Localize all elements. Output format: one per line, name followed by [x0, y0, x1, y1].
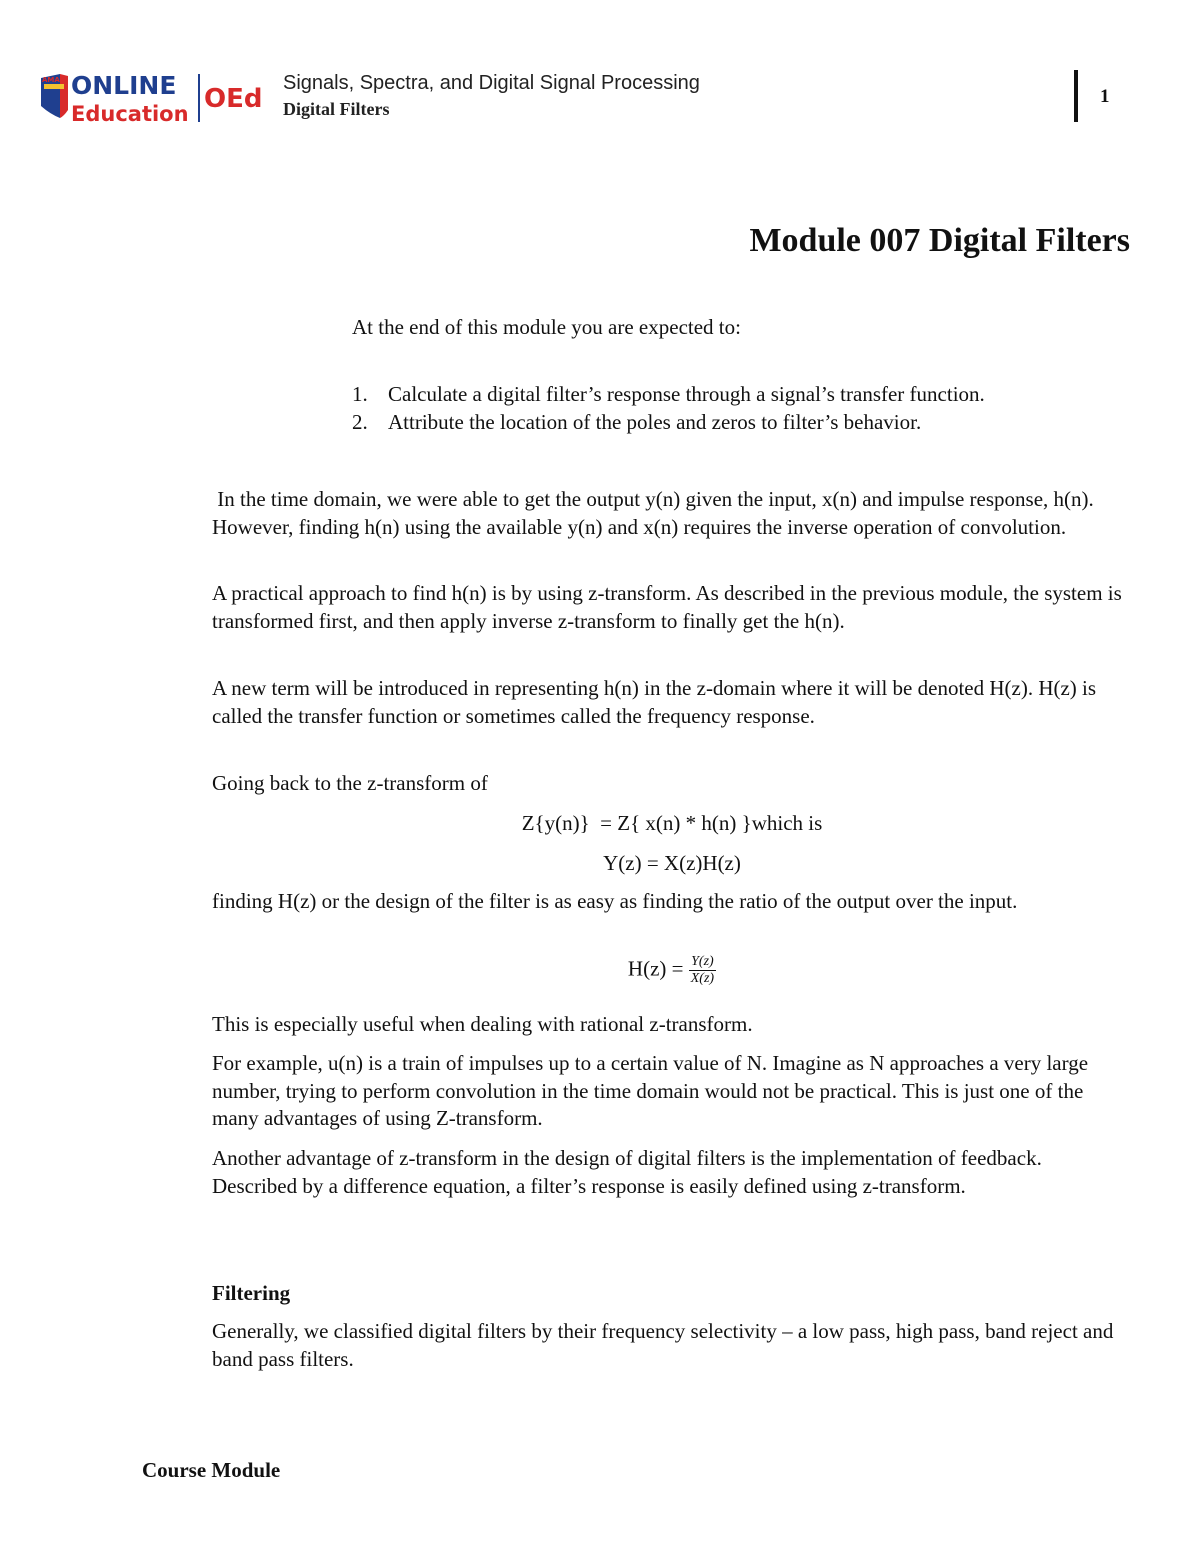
module-title: Module 007 Digital Filters [749, 222, 1130, 259]
paragraph-going-back: Going back to the z-transform of [212, 771, 488, 795]
objective-item: 2. Attribute the location of the poles and zeros to filter’s behavior. [352, 409, 922, 434]
fraction [689, 954, 716, 987]
paragraph-transfer-function: A new term will be introduced in representing h(n) in the z-domain where it will be denoted H(z). H(z) is called the transfer function or sometimes called the frequency response. [212, 676, 1097, 728]
objectives-list [352, 381, 985, 436]
logo-word-education: Education [71, 102, 189, 126]
header-course-title: Signals, Spectra, and Digital Signal Processing [283, 72, 700, 94]
objective-item: 1. Calculate a digital filter’s response through a signal’s transfer function. [352, 382, 985, 406]
paragraph-classification: Generally, we classified digital filters by their frequency selectivity – a low pass, high pass, band reject and band pass filters. [212, 1319, 1114, 1371]
objectives-intro: At the end of this module you are expected to: [352, 315, 741, 339]
fraction-numerator: Y(z) [689, 954, 716, 971]
equation-ratio [212, 954, 1132, 987]
fraction-denominator: X(z) [690, 971, 715, 986]
equation-convolution: Z{y(n)} = Z{ x(n) * h(n) }which is [521, 811, 823, 835]
page-number: 1 [1100, 86, 1110, 107]
paragraph-rational: This is especially useful when dealing with rational z-transform. [212, 1012, 753, 1036]
footer-course-module: Course Module [142, 1458, 281, 1482]
online-education-logo [38, 70, 270, 126]
logo-word-online: ONLINE [71, 71, 177, 100]
equation-product: Y(z) = X(z)H(z) [603, 851, 741, 875]
logo-word-oed: OEd [204, 84, 263, 114]
equation-ratio-lhs: H(z) = [627, 956, 689, 981]
paragraph-practical-approach: A practical approach to find h(n) is by using z-transform. As described in the previous module, the system is transformed first, and then apply inverse z-transform to finally get the h(n). [212, 581, 1122, 633]
paragraph-time-domain: In the time domain, we were able to get the output y(n) given the input, x(n) and impulse response, h(n). However, finding h(n) using the available y(n) and x(n) requires the inverse operation of convolution. [212, 487, 1100, 539]
paragraph-feedback: Another advantage of z-transform in the design of digital filters is the implementation of feedback. Described by a difference equation, a filter’s response is easily defined using z-transform. [212, 1146, 1042, 1198]
section-heading-filtering: Filtering [212, 1281, 291, 1305]
header-divider [1074, 70, 1078, 122]
paragraph-example: For example, u(n) is a train of impulses up to a certain value of N. Imagine as N approaches a very large number, trying to perform convolution in the time domain would not be practical. This is just one of the many advantages of using Z-transform. [212, 1051, 1089, 1130]
logo-shield-text: AMA [42, 76, 60, 84]
paragraph-finding-hz: finding H(z) or the design of the filter is as easy as finding the ratio of the output over the input. [212, 889, 1018, 913]
header-topic: Digital Filters [283, 99, 390, 119]
